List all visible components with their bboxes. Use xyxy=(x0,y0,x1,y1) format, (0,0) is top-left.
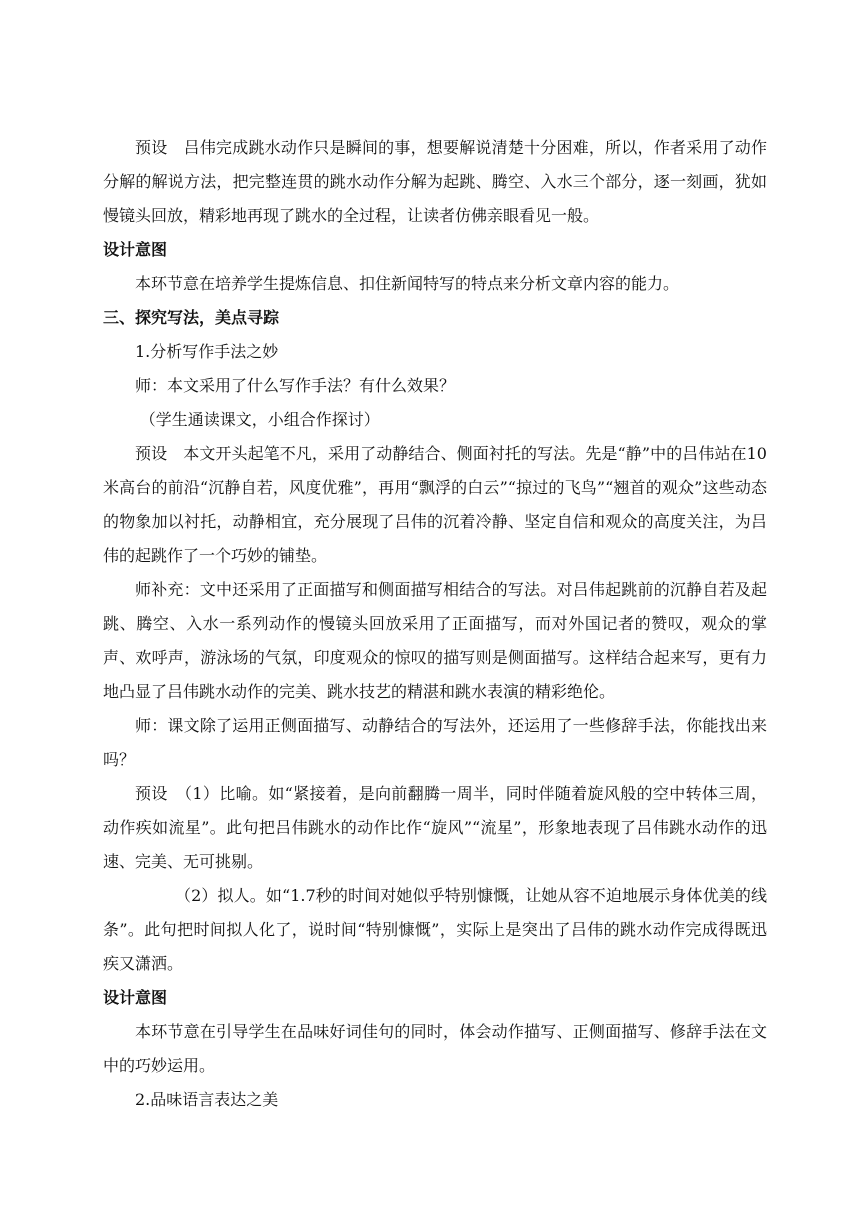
paragraph: 师补充：文中还采用了正面描写和侧面描写相结合的写法。对吕伟起跳前的沉静自若及起跳、腾空、入水一系列动作的慢镜头回放采用了正面描写，而对外国记者的赞叹，观众的掌声、欢呼声，游泳场的气氛，印度观众的惊叹的描写则是侧面描写。这样结合起来写，更有力地凸显了吕伟跳水动作的完美、跳水技艺的精湛和跳水表演的精彩绝伦。 xyxy=(103,580,767,701)
paragraph: 师：课文除了运用正侧面描写、动静结合的写法外，还运用了一些修辞手法，你能找出来吗？ xyxy=(103,716,767,769)
paragraph: 师：本文采用了什么写作手法？有什么效果？ xyxy=(135,376,456,395)
paragraph: 本环节意在培养学生提炼信息、扣住新闻特写的特点来分析文章内容的能力。 xyxy=(135,274,680,293)
subheading: 1.分析写作手法之妙 xyxy=(135,342,279,361)
paragraph: （学生通读课文，小组合作探讨） xyxy=(139,410,380,429)
paragraph: 预设 吕伟完成跳水动作只是瞬间的事，想要解说清楚十分困难，所以，作者采用了动作分解的解说方法，把完整连贯的跳水动作分解为起跳、腾空、入水三个部分，逐一刻画，犹如慢镜头回放，精彩地再现了跳水的全过程，让读者仿佛亲眼看见一般。 xyxy=(103,138,767,225)
paragraph: 本环节意在引导学生在品味好词佳句的同时，体会动作描写、正侧面描写、修辞手法在文中的巧妙运用。 xyxy=(103,1022,767,1075)
subheading: 2.品味语言表达之美 xyxy=(135,1090,279,1109)
paragraph: 预设 本文开头起笔不凡，采用了动静结合、侧面衬托的写法。先是“静”中的吕伟站在10米高台的前沿“沉静自若，风度优雅”，再用“飘浮的白云”“掠过的飞鸟”“翘首的观众”这些动态的物象加以衬托，动静相宜，充分展现了吕伟的沉着冷静、坚定自信和观众的高度关注，为吕伟的起跳作了一个巧妙的铺垫。 xyxy=(103,444,767,565)
section-heading: 三、探究写法，美点寻踪 xyxy=(103,308,280,327)
paragraph: （2）拟人。如“1.7秒的时间对她似乎特别慷慨，让她从容不迫地展示身体优美的线条”。此句把时间拟人化了，说时间“特别慷慨”，实际上是突出了吕伟的跳水动作完成得既迅疾又潇洒。 xyxy=(103,886,767,973)
section-heading: 设计意图 xyxy=(103,988,168,1007)
document-body xyxy=(103,131,767,1117)
paragraph: 预设 （1）比喻。如“紧接着，是向前翻腾一周半，同时伴随着旋风般的空中转体三周，动作疾如流星”。此句把吕伟跳水的动作比作“旋风”“流星”，形象地表现了吕伟跳水动作的迅速、完美、无可挑剔。 xyxy=(103,784,767,871)
section-heading: 设计意图 xyxy=(103,240,168,259)
